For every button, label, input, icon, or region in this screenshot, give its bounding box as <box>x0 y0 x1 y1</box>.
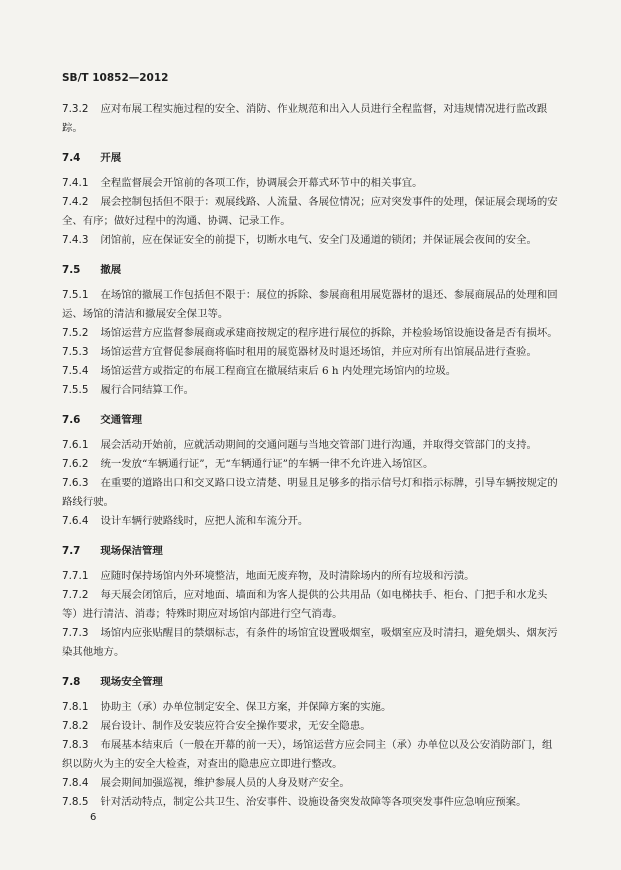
clause-number: 7.6.1 <box>62 439 89 451</box>
section-title: 交通管理 <box>100 414 142 426</box>
section-title: 现场保洁管理 <box>100 545 163 557</box>
section-number: 7.8 <box>62 676 81 688</box>
clause-paragraph <box>62 193 560 231</box>
page-number: 6 <box>90 812 97 823</box>
clause-paragraph <box>62 381 560 400</box>
clause-number: 7.4.3 <box>62 234 89 246</box>
clause-text: 每天展会闭馆后，应对地面、墙面和为客人提供的公共用品（如电梯扶手、柜台、门把手和水龙头等）进行清洁、消毒；特殊时期应对场馆内部进行空气消毒。 <box>62 589 548 620</box>
clause-number: 7.5.4 <box>62 365 89 377</box>
standard-code: SB/T 10852—2012 <box>62 72 169 84</box>
section-number: 7.7 <box>62 545 81 557</box>
clause-paragraph <box>62 231 560 250</box>
clause-paragraph <box>62 100 560 138</box>
section-heading <box>62 673 560 692</box>
clause-number: 7.8.5 <box>62 796 89 808</box>
section-heading <box>62 411 560 430</box>
section-title: 开展 <box>100 152 122 164</box>
clause-text: 展台设计、制作及安装应符合安全操作要求，无安全隐患。 <box>100 720 371 732</box>
clause-text: 统一发放“车辆通行证”，无“车辆通行证”的车辆一律不允许进入场馆区。 <box>100 458 434 470</box>
section-number: 7.6 <box>62 414 81 426</box>
clause-number: 7.6.3 <box>62 477 89 489</box>
clause-paragraph <box>62 512 560 531</box>
clause-number: 7.5.3 <box>62 346 89 358</box>
document-body <box>62 100 560 812</box>
clause-text: 应对布展工程实施过程的安全、消防、作业规范和出入人员进行全程监督，对违规情况进行监改跟踪。 <box>62 103 548 134</box>
clause-text: 布展基本结束后（一般在开幕的前一天），场馆运营方应会同主（承）办单位以及公安消防部门，组织以防火为主的安全大检查，对查出的隐患应立即进行整改。 <box>62 739 553 770</box>
clause-paragraph <box>62 774 560 793</box>
clause-text: 展会期间加强巡视，维护参展人员的人身及财产安全。 <box>100 777 350 789</box>
clause-number: 7.5.2 <box>62 327 89 339</box>
clause-paragraph <box>62 717 560 736</box>
clause-paragraph <box>62 624 560 662</box>
clause-number: 7.4.1 <box>62 177 89 189</box>
clause-text: 应随时保持场馆内外环境整洁，地面无废弃物，及时清除场内的所有垃圾和污渍。 <box>100 570 475 582</box>
clause-number: 7.8.4 <box>62 777 89 789</box>
clause-text: 闭馆前，应在保证安全的前提下，切断水电气、安全门及通道的锁闭；并保证展会夜间的安全。 <box>100 234 537 246</box>
clause-number: 7.5.1 <box>62 289 89 301</box>
clause-number: 7.8.3 <box>62 739 89 751</box>
clause-number: 7.8.2 <box>62 720 89 732</box>
clause-paragraph <box>62 324 560 343</box>
clause-text: 展会活动开始前，应就活动期间的交通问题与当地交管部门进行沟通，并取得交管部门的支持。 <box>100 439 537 451</box>
clause-paragraph <box>62 436 560 455</box>
clause-number: 7.6.4 <box>62 515 89 527</box>
section-heading <box>62 542 560 561</box>
clause-paragraph <box>62 586 560 624</box>
clause-text: 展会控制包括但不限于：观展线路、人流量、各展位情况；应对突发事件的处理，保证展会现场的安全、有序；做好过程中的沟通、协调、记录工作。 <box>62 196 558 227</box>
clause-paragraph <box>62 567 560 586</box>
clause-number: 7.4.2 <box>62 196 89 208</box>
clause-paragraph <box>62 698 560 717</box>
clause-text: 针对活动特点，制定公共卫生、治安事件、设施设备突发故障等各项突发事件应急响应预案。 <box>100 796 527 808</box>
clause-paragraph <box>62 362 560 381</box>
clause-number: 7.8.1 <box>62 701 89 713</box>
section-number: 7.4 <box>62 152 81 164</box>
clause-text: 协助主（承）办单位制定安全、保卫方案，并保障方案的实施。 <box>100 701 392 713</box>
clause-number: 7.7.3 <box>62 627 89 639</box>
clause-number: 7.7.2 <box>62 589 89 601</box>
section-number: 7.5 <box>62 264 81 276</box>
clause-text: 场馆运营方应监督参展商或承建商按规定的程序进行展位的拆除，并检验场馆设施设备是否有损坏。 <box>100 327 558 339</box>
clause-text: 场馆内应张贴醒目的禁烟标志，有条件的场馆宜设置吸烟室，吸烟室应及时清扫，避免烟头、烟灰污染其他地方。 <box>62 627 558 658</box>
clause-text: 全程监督展会开馆前的各项工作，协调展会开幕式环节中的相关事宜。 <box>100 177 423 189</box>
clause-paragraph <box>62 343 560 362</box>
clause-number: 7.6.2 <box>62 458 89 470</box>
clause-paragraph <box>62 474 560 512</box>
section-heading <box>62 149 560 168</box>
clause-paragraph <box>62 736 560 774</box>
section-title: 现场安全管理 <box>100 676 163 688</box>
clause-text: 履行合同结算工作。 <box>100 384 194 396</box>
clause-paragraph <box>62 793 560 812</box>
clause-paragraph <box>62 286 560 324</box>
clause-text: 设计车辆行驶路线时，应把人流和车流分开。 <box>100 515 309 527</box>
clause-text: 在重要的道路出口和交叉路口设立清楚、明显且足够多的指示信号灯和指示标牌，引导车辆按规定的路线行驶。 <box>62 477 558 508</box>
clause-number: 7.3.2 <box>62 103 89 115</box>
clause-paragraph <box>62 174 560 193</box>
clause-number: 7.7.1 <box>62 570 89 582</box>
clause-paragraph <box>62 455 560 474</box>
section-heading <box>62 261 560 280</box>
section-title: 撤展 <box>100 264 122 276</box>
clause-text: 场馆运营方宜督促参展商将临时租用的展览器材及时退还场馆，并应对所有出馆展品进行查验。 <box>100 346 537 358</box>
clause-text: 在场馆的撤展工作包括但不限于：展位的拆除、参展商租用展览器材的退还、参展商展品的处理和回运、场馆的清洁和撤展安全保卫等。 <box>62 289 558 320</box>
clause-text: 场馆运营方或指定的布展工程商宜在撤展结束后 6 h 内处理完场馆内的垃圾。 <box>100 365 457 377</box>
clause-number: 7.5.5 <box>62 384 89 396</box>
